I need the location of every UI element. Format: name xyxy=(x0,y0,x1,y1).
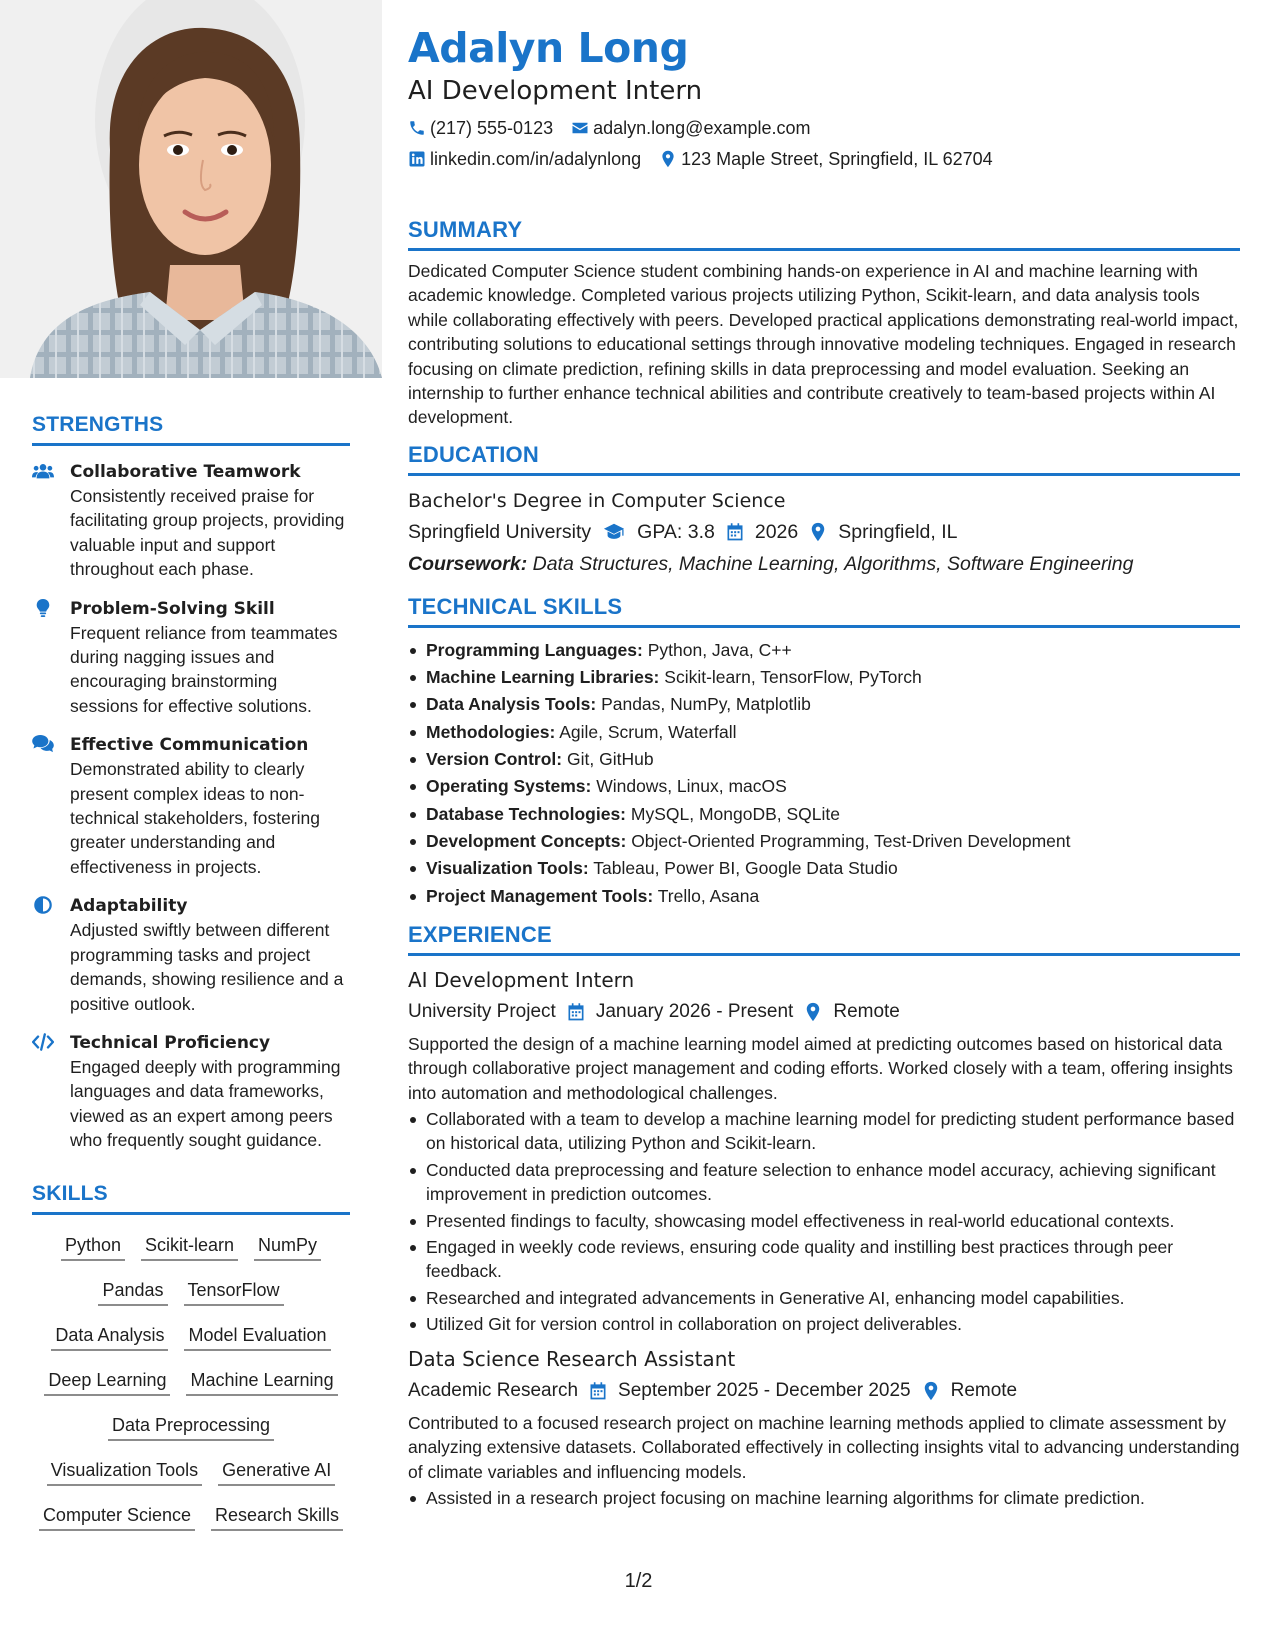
right-column xyxy=(408,22,1240,1512)
summary-heading: SUMMARY xyxy=(408,219,1240,251)
phone-icon xyxy=(408,119,426,137)
job-org: Academic Research xyxy=(408,1379,579,1401)
coursework-label: Coursework: xyxy=(408,552,528,575)
phone-contact[interactable] xyxy=(408,116,553,140)
strength-item xyxy=(32,1031,350,1153)
list-item xyxy=(408,828,1240,855)
job-location: Remote xyxy=(950,1379,1018,1401)
job-meta xyxy=(408,1377,1240,1405)
address-text: 123 Maple Street, Springfield, IL 62704 xyxy=(681,149,993,169)
strength-item xyxy=(32,597,350,719)
skill-tag: Data Preprocessing xyxy=(108,1414,274,1441)
list-item xyxy=(408,746,1240,773)
coursework-list: Data Structures, Machine Learning, Algorithms, Software Engineering xyxy=(532,552,1134,575)
strength-title: Adaptability xyxy=(70,896,188,917)
list-item: Collaborated with a team to develop a machine learning model for predicting student performance based on historical data, utilizing Python and Scikit-learn. xyxy=(408,1107,1240,1156)
skills-row xyxy=(32,1405,350,1450)
skill-values: Windows, Linux, macOS xyxy=(596,776,787,797)
candidate-name: Adalyn Long xyxy=(408,24,689,72)
job-meta xyxy=(408,998,1240,1026)
skill-tag: Research Skills xyxy=(211,1504,343,1531)
envelope-icon xyxy=(571,119,589,137)
strengths-heading: STRENGTHS xyxy=(32,414,350,446)
location-pin-icon xyxy=(808,522,828,542)
graduation-cap-icon xyxy=(601,521,627,543)
profile-photo xyxy=(0,0,382,378)
skill-tag: Python xyxy=(61,1234,125,1261)
location-pin-icon xyxy=(659,150,677,168)
list-item xyxy=(408,637,1240,664)
skill-values: Agile, Scrum, Waterfall xyxy=(559,721,737,742)
list-item xyxy=(408,883,1240,910)
list-item xyxy=(408,719,1240,746)
skills-row xyxy=(32,1315,350,1360)
technical-skills-list xyxy=(408,637,1240,910)
job-dates: January 2026 - Present xyxy=(595,1000,794,1022)
skill-category: Programming Languages: xyxy=(426,639,643,660)
gpa: GPA: 3.8 xyxy=(637,520,715,543)
strength-description: Engaged deeply with programming languages and data frameworks, viewed as an expert among peers who frequently sought guidance. xyxy=(70,1056,341,1151)
strength-description: Demonstrated ability to clearly present complex ideas to non-technical stakeholders, fostering greater understanding and effectiveness in projects. xyxy=(70,759,320,877)
technical-skills-heading: TECHNICAL SKILLS xyxy=(408,596,1240,628)
strength-description: Frequent reliance from teammates during nagging issues and encouraging brainstorming sessions for effective solutions. xyxy=(70,622,338,716)
skill-values: MySQL, MongoDB, SQLite xyxy=(630,803,841,824)
skill-tag: NumPy xyxy=(254,1234,321,1261)
strength-item xyxy=(32,733,350,879)
strength-title: Effective Communication xyxy=(70,735,309,756)
lightbulb-icon xyxy=(32,599,56,619)
skill-tag: Model Evaluation xyxy=(184,1324,330,1351)
skills-row xyxy=(32,1450,350,1495)
education-location: Springfield, IL xyxy=(838,520,958,543)
candidate-title: AI Development Intern xyxy=(408,76,703,106)
strength-description: Adjusted swiftly between different programming tasks and project demands, showing resilience and a positive outlook. xyxy=(70,920,344,1014)
list-item xyxy=(408,691,1240,718)
job-bullets xyxy=(408,1486,1240,1510)
email-contact[interactable] xyxy=(571,116,810,140)
job-title: AI Development Intern xyxy=(408,967,635,992)
list-item: Presented findings to faculty, showcasing model effectiveness in real-world educational contexts. xyxy=(408,1209,1240,1233)
list-item: Assisted in a research project focusing on machine learning algorithms for climate prediction. xyxy=(408,1486,1240,1510)
list-item xyxy=(408,773,1240,800)
strength-item xyxy=(32,894,350,1016)
list-item: Engaged in weekly code reviews, ensuring code quality and instilling best practices through peer feedback. xyxy=(408,1235,1240,1284)
list-item xyxy=(408,855,1240,882)
skill-tag: Pandas xyxy=(98,1279,167,1306)
coursework xyxy=(408,550,1240,578)
calendar-icon xyxy=(566,1002,586,1022)
education-heading: EDUCATION xyxy=(408,444,1240,476)
job-description: Supported the design of a machine learning model aimed at predicting outcomes based on historical data through collaborative project management and coding efforts. Worked closely with a team, offering insights into automation and methodological challenges. xyxy=(408,1033,1233,1103)
skill-tag: Computer Science xyxy=(39,1504,195,1531)
skill-category: Operating Systems: xyxy=(426,776,592,797)
list-item: Utilized Git for version control in collaboration on project deliverables. xyxy=(408,1312,1240,1336)
address-contact xyxy=(659,147,993,171)
summary-text: Dedicated Computer Science student combining hands-on experience in AI and machine learning with academic knowledge. Completed various projects utilizing Python, Scikit-learn, and data analysis tools while collaborating effectively with peers. Developed practical applications demonstrating real-world impact, contributing solutions to educational settings through innovative modeling techniques. Engaged in research focusing on climate prediction, refining skills in data preprocessing and model evaluation. Seeking an internship to further enhance technical abilities and contribute creatively to team-based projects within AI development. xyxy=(408,261,1239,428)
skill-values: Git, GitHub xyxy=(567,749,654,770)
job-dates: September 2025 - December 2025 xyxy=(618,1379,911,1401)
job-location: Remote xyxy=(833,1000,900,1022)
skill-category: Data Analysis Tools: xyxy=(426,694,597,715)
skills-row xyxy=(32,1270,350,1315)
skill-tag: TensorFlow xyxy=(184,1279,284,1306)
skill-category: Methodologies: xyxy=(426,721,556,742)
list-item xyxy=(408,664,1240,691)
school-name: Springfield University xyxy=(408,520,592,543)
skill-tag: Scikit-learn xyxy=(141,1234,238,1261)
job-title: Data Science Research Assistant xyxy=(408,1346,736,1371)
graduation-year: 2026 xyxy=(754,520,799,543)
job-org: University Project xyxy=(408,1000,556,1022)
strength-title: Problem-Solving Skill xyxy=(70,598,275,619)
location-pin-icon xyxy=(803,1002,823,1022)
skill-values: Python, Java, C++ xyxy=(647,639,792,660)
skill-values: Scikit-learn, TensorFlow, PyTorch xyxy=(664,667,922,688)
skill-values: Tableau, Power BI, Google Data Studio xyxy=(593,858,898,879)
contact-row xyxy=(408,147,1240,171)
summary-section xyxy=(408,219,1240,430)
technical-skills-section xyxy=(408,593,1240,910)
comments-icon xyxy=(32,735,56,755)
calendar-icon xyxy=(725,522,745,542)
linkedin-icon xyxy=(408,150,426,168)
skill-category: Database Technologies: xyxy=(426,803,627,824)
skill-tag: Generative AI xyxy=(218,1459,335,1486)
skill-category: Machine Learning Libraries: xyxy=(426,667,660,688)
strengths-list xyxy=(32,460,350,1153)
linkedin-text: linkedin.com/in/adalynlong xyxy=(430,149,642,169)
skill-values: Object-Oriented Programming, Test-Driven Development xyxy=(631,830,1071,851)
list-item: Researched and integrated advancements in Generative AI, enhancing model capabilities. xyxy=(408,1286,1240,1310)
skill-category: Development Concepts: xyxy=(426,830,627,851)
skill-values: Trello, Asana xyxy=(657,885,760,906)
linkedin-contact[interactable] xyxy=(408,147,641,171)
skill-values: Pandas, NumPy, Matplotlib xyxy=(601,694,811,715)
skill-category: Project Management Tools: xyxy=(426,885,654,906)
skills-row xyxy=(32,1495,350,1540)
skills-tags xyxy=(32,1225,350,1540)
education-meta xyxy=(408,518,1240,546)
job-entry xyxy=(408,966,1240,1337)
phone-text: (217) 555-0123 xyxy=(430,118,554,138)
job-bullets xyxy=(408,1107,1240,1337)
strength-title: Collaborative Teamwork xyxy=(70,462,301,482)
skills-row xyxy=(32,1225,350,1270)
list-item xyxy=(408,801,1240,828)
users-icon xyxy=(32,462,56,482)
list-item: Conducted data preprocessing and feature selection to enhance model accuracy, achieving significant improvement in prediction outcomes. xyxy=(408,1158,1240,1207)
job-entry xyxy=(408,1345,1240,1511)
half-circle-icon xyxy=(32,896,56,916)
calendar-icon xyxy=(588,1381,608,1401)
skill-tag: Data Analysis xyxy=(51,1324,168,1351)
experience-heading: EXPERIENCE xyxy=(408,924,1240,956)
email-text: adalyn.long@example.com xyxy=(593,118,811,138)
degree-title: Bachelor's Degree in Computer Science xyxy=(408,489,786,512)
skills-heading: SKILLS xyxy=(32,1183,350,1215)
skill-tag: Machine Learning xyxy=(186,1369,337,1396)
skill-tag: Visualization Tools xyxy=(47,1459,202,1486)
page-number: 1/2 xyxy=(624,1570,653,1592)
contact-row xyxy=(408,116,1240,140)
skill-category: Version Control: xyxy=(426,749,563,770)
job-description: Contributed to a focused research project on machine learning methods applied to climate assessment by analyzing extensive datasets. Collaborated effectively in collecting insights vital to advancing understanding of climate variables and influencing models. xyxy=(408,1412,1240,1482)
skill-category: Visualization Tools: xyxy=(426,858,589,879)
strength-title: Technical Proficiency xyxy=(70,1032,271,1053)
strength-item xyxy=(32,460,350,582)
skills-row xyxy=(32,1360,350,1405)
education-section xyxy=(408,441,1240,578)
strength-description: Consistently received praise for facilitating group projects, providing valuable input and support throughout each phase. xyxy=(70,486,345,580)
location-pin-icon xyxy=(921,1381,941,1401)
skill-tag: Deep Learning xyxy=(44,1369,170,1396)
code-icon xyxy=(32,1033,56,1053)
experience-section xyxy=(408,921,1240,1511)
left-column xyxy=(32,414,350,1540)
